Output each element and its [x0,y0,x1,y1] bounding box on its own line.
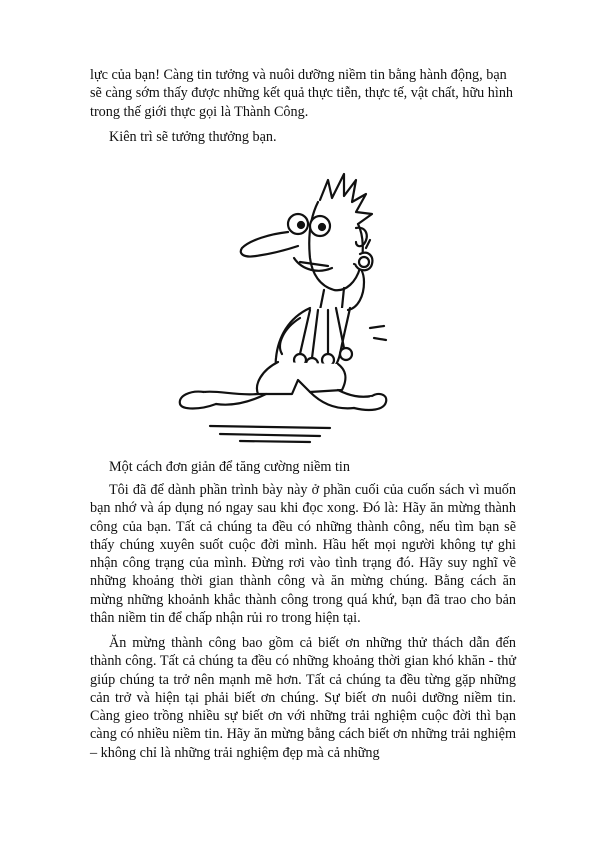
body-paragraph-text: Tôi đã để dành phần trình bày này ở phần cuối của cuốn sách vì muốn bạn nhớ và áp dụng nó ngay sau khi đọc xong. Đó là: Hãy ăn mừng thành công của bạn. Tất cả chúng ta đều có những thành công, nếu tìm bạn sẽ thấy chúng xuyên suốt cuộc đời mình. Hầu hết mọi người không tự ghi nhận công trạng của mình. Đừng rơi vào tình trạng đó. Hãy suy nghĩ về những khoảng thời gian thành công và ăn mừng chúng. Bằng cách ăn mừng những khoảnh khắc thành công trong quá khứ, bạn đã trao cho bản thân niềm tin để chấp nhận rủi ro trong hiện tại. [90,482,516,627]
intro-paragraph [90,66,516,121]
intro-paragraph-text: lực của bạn! Càng tin tưởng và nuôi dưỡng niềm tin bằng hành động, bạn sẽ càng sớm thấy được những kết quả thực tiễn, thực tế, vật chất, hữu hình trong thế giới thực gọi là Thành Công. [90,67,514,120]
persistence-line: Kiên trì sẽ tưởng thưởng bạn. [109,129,277,145]
body-paragraph-text: Ăn mừng thành công bao gồm cả biết ơn những thử thách dẫn đến thành công. Tất cả chúng ta đều có những khoảng thời gian khó khăn - thử giúp chúng ta trở nên mạnh mẽ hơn. Tất cả chúng ta đều từng gặp những cản trở và hiện tại phải biết ơn chúng. Sự biết ơn nuôi dưỡng niềm tin. Càng gieo trồng nhiều sự biết ơn với những trải nghiệm cuộc đời thì bạn càng có nhiều niềm tin. Hãy ăn mừng bằng cách biết ơn những trải nghiệm – không chỉ là những trải nghiệm đẹp mà cả những [90,635,516,761]
body-paragraph [90,634,516,762]
section-heading: Một cách đơn giản để tăng cường niềm tin [109,459,350,475]
running-man-with-medals-icon [160,158,400,448]
body-paragraph [90,481,516,627]
